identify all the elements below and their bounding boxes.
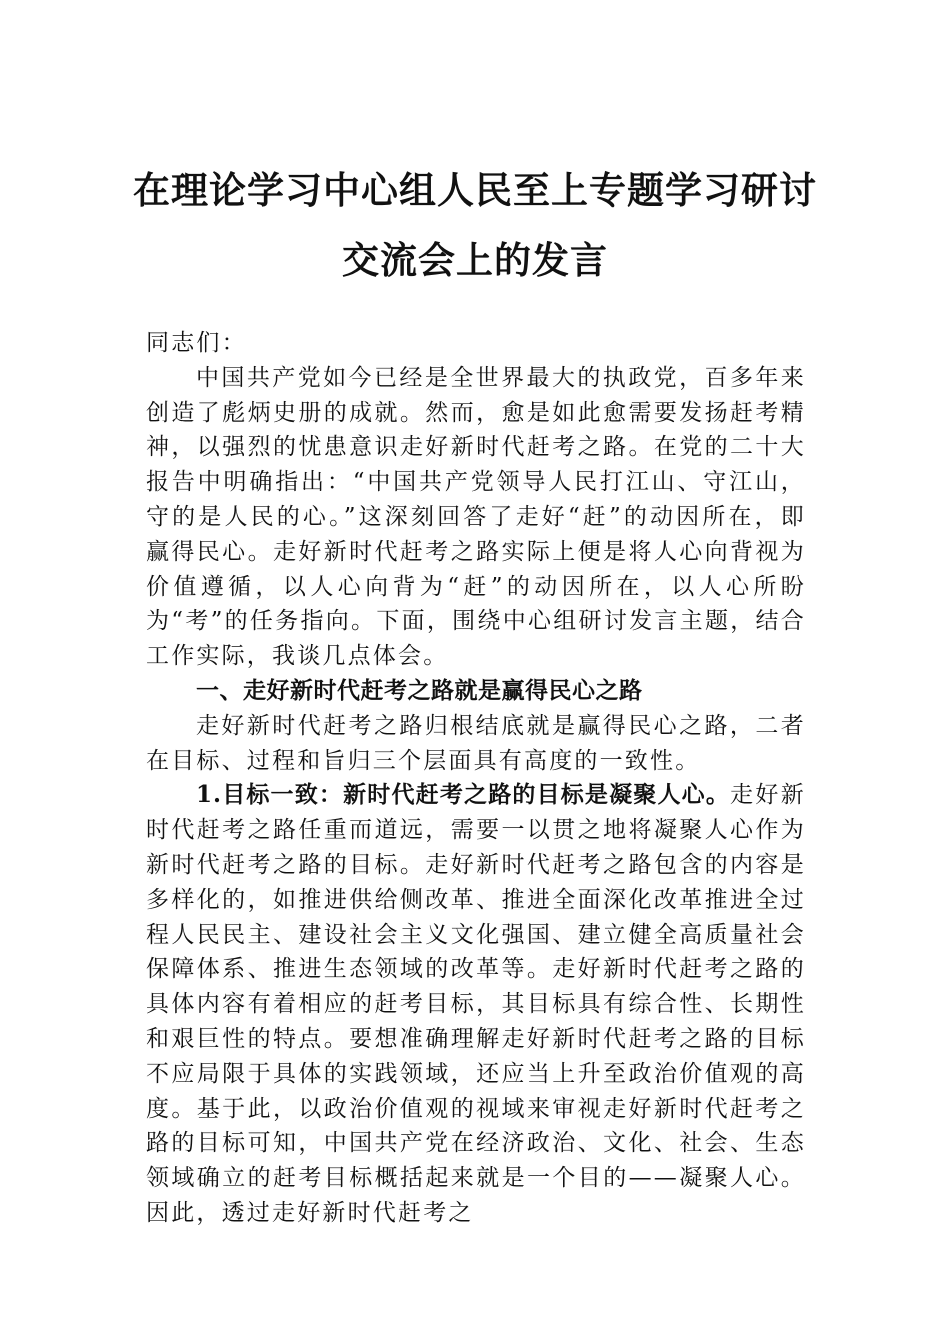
section1-paragraph: 走好新时代赶考之路归根结底就是赢得民心之路，二者在目标、过程和旨归三个层面具有高度的一致性。 xyxy=(146,712,806,774)
point1-paragraph xyxy=(146,778,806,1230)
point1-text: 走好新时代赶考之路任重而道远，需要一以贯之地将凝聚人心作为新时代赶考之路的目标。走好新时代赶考之路包含的内容是多样化的，如推进供给侧改革、推进全面深化改革推进全过程人民民主、建设社会主义文化强国、建立健全高质量社会保障体系、推进生态领域的改革等。走好新时代赶考之路的具体内容有着相应的赶考目标，其目标具有综合性、长期性和艰巨性的特点。要想准确理解走好新时代赶考之路的目标不应局限于具体的实践领域，还应当上升至政治价值观的高度。基于此，以政治价值观的视域来审视走好新时代赶考之路的目标可知，中国共产党在经济政治、文化、社会、生态领域确立的赶考目标概括起来就是一个目的——凝聚人心。因此，透过走好新时代赶考之 xyxy=(146,782,806,1226)
document-body xyxy=(146,326,806,1231)
intro-paragraph: 中国共产党如今已经是全世界最大的执政党，百多年来创造了彪炳史册的成就。然而，愈是如此愈需要发扬赶考精神，以强烈的忧患意识走好新时代赶考之路。在党的二十大报告中明确指出：“中国共产党领导人民打江山、守江山，守的是人民的心。”这深刻回答了走好“赶”的动因所在，即赢得民心。走好新时代赶考之路实际上便是将人心向背视为价值遵循，以人心向背为“赶”的动因所在，以人心所盼为“考”的任务指向。下面，围绕中心组研讨发言主题，结合工作实际，我谈几点体会。 xyxy=(146,364,806,670)
point1-lead: 1.目标一致：新时代赶考之路的目标是凝聚人心。 xyxy=(196,781,731,809)
document-title-line2: 交流会上的发言 xyxy=(342,238,608,282)
salutation: 同志们： xyxy=(146,330,247,356)
section-heading-1: 一、走好新时代赶考之路就是赢得民心之路 xyxy=(196,677,643,704)
document-title-line1: 在理论学习中心组人民至上专题学习研讨 xyxy=(133,168,817,212)
